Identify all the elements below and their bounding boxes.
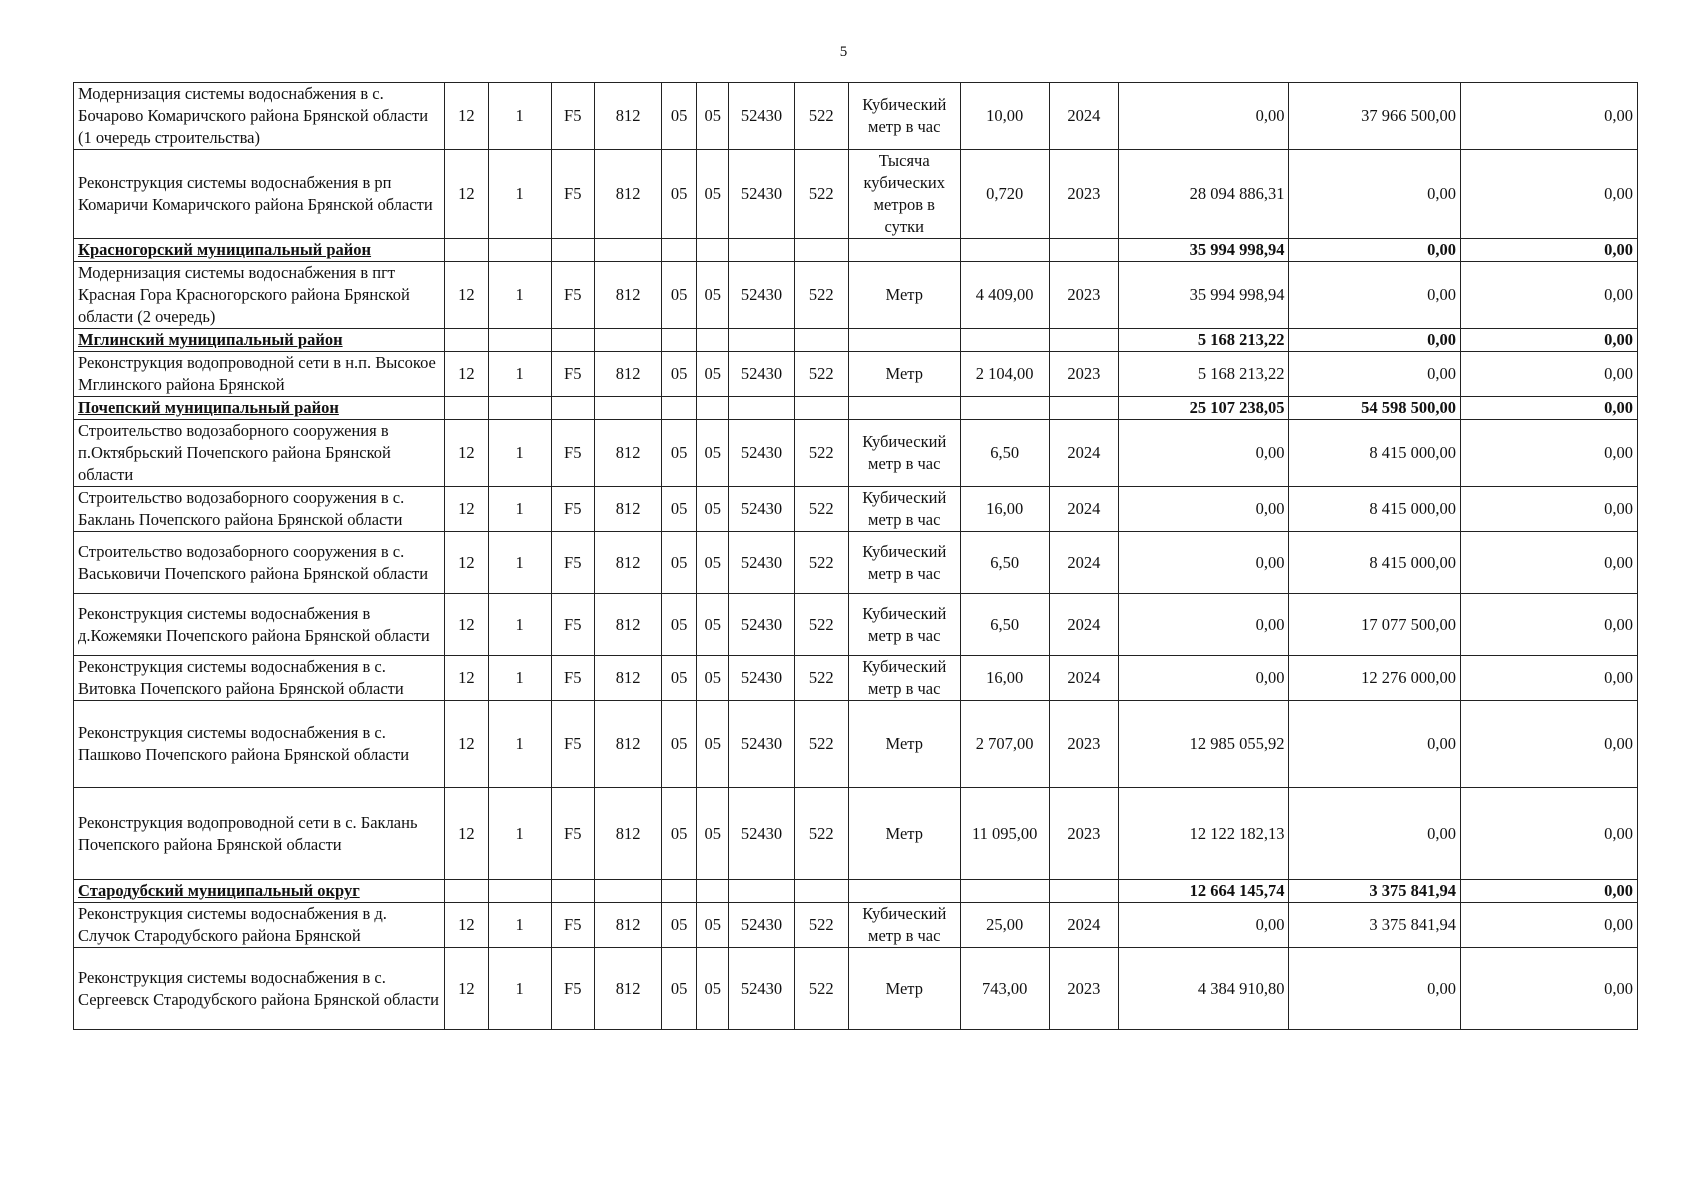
amount-3: 0,00 — [1460, 397, 1637, 420]
code-c7: 52430 — [729, 262, 794, 329]
code-c4: 812 — [594, 262, 661, 329]
code-c2: 1 — [488, 788, 551, 880]
code-c6: 05 — [696, 701, 729, 788]
capacity-value: 2 707,00 — [960, 701, 1049, 788]
amount-3: 0,00 — [1460, 903, 1637, 948]
year-value: 2024 — [1049, 420, 1118, 487]
empty-cell — [848, 397, 960, 420]
code-c5: 05 — [662, 352, 697, 397]
code-c1: 12 — [445, 150, 488, 239]
amount-1: 28 094 886,31 — [1119, 150, 1289, 239]
year-value: 2023 — [1049, 150, 1118, 239]
code-c3: F5 — [551, 903, 594, 948]
code-c3: F5 — [551, 352, 594, 397]
amount-3: 0,00 — [1460, 594, 1637, 656]
project-row — [74, 948, 1638, 1030]
capacity-value: 25,00 — [960, 903, 1049, 948]
unit-of-measure: Кубический метр в час — [848, 594, 960, 656]
code-c2: 1 — [488, 656, 551, 701]
code-c5: 05 — [662, 532, 697, 594]
empty-cell — [662, 397, 697, 420]
district-name: Мглинский муниципальный район — [74, 329, 445, 352]
project-name: Строительство водозаборного сооружения в с. Васьковичи Почепского района Брянской области — [74, 532, 445, 594]
code-c5: 05 — [662, 487, 697, 532]
project-name: Модернизация системы водоснабжения в с. Бочарово Комаричского района Брянской области (1 очередь строительства) — [74, 83, 445, 150]
code-c7: 52430 — [729, 420, 794, 487]
code-c2: 1 — [488, 532, 551, 594]
project-name: Реконструкция водопроводной сети в н.п. Высокое Мглинского района Брянской — [74, 352, 445, 397]
project-name: Реконструкция системы водоснабжения в с. Сергеевск Стародубского района Брянской области — [74, 948, 445, 1030]
empty-cell — [696, 397, 729, 420]
unit-of-measure: Кубический метр в час — [848, 83, 960, 150]
empty-cell — [551, 880, 594, 903]
code-c5: 05 — [662, 903, 697, 948]
code-c8: 522 — [794, 150, 848, 239]
code-c4: 812 — [594, 701, 661, 788]
amount-1: 5 168 213,22 — [1119, 352, 1289, 397]
code-c8: 522 — [794, 701, 848, 788]
code-c5: 05 — [662, 594, 697, 656]
amount-1: 12 985 055,92 — [1119, 701, 1289, 788]
code-c1: 12 — [445, 352, 488, 397]
district-name: Почепский муниципальный район — [74, 397, 445, 420]
project-row — [74, 352, 1638, 397]
amount-2: 0,00 — [1289, 948, 1460, 1030]
project-row — [74, 788, 1638, 880]
empty-cell — [960, 239, 1049, 262]
table-body — [74, 83, 1638, 1030]
capacity-value: 11 095,00 — [960, 788, 1049, 880]
empty-cell — [696, 880, 729, 903]
amount-1: 12 664 145,74 — [1119, 880, 1289, 903]
code-c2: 1 — [488, 420, 551, 487]
year-value: 2024 — [1049, 532, 1118, 594]
amount-1: 35 994 998,94 — [1119, 262, 1289, 329]
year-value: 2023 — [1049, 352, 1118, 397]
code-c5: 05 — [662, 701, 697, 788]
amount-2: 54 598 500,00 — [1289, 397, 1460, 420]
code-c2: 1 — [488, 948, 551, 1030]
amount-2: 37 966 500,00 — [1289, 83, 1460, 150]
code-c4: 812 — [594, 352, 661, 397]
district-name: Красногорский муниципальный район — [74, 239, 445, 262]
code-c7: 52430 — [729, 487, 794, 532]
amount-1: 25 107 238,05 — [1119, 397, 1289, 420]
empty-cell — [445, 880, 488, 903]
year-value: 2024 — [1049, 594, 1118, 656]
year-value: 2023 — [1049, 948, 1118, 1030]
empty-cell — [594, 239, 661, 262]
code-c3: F5 — [551, 788, 594, 880]
code-c7: 52430 — [729, 948, 794, 1030]
empty-cell — [960, 397, 1049, 420]
empty-cell — [551, 329, 594, 352]
amount-3: 0,00 — [1460, 83, 1637, 150]
empty-cell — [794, 239, 848, 262]
year-value: 2023 — [1049, 262, 1118, 329]
empty-cell — [488, 397, 551, 420]
unit-of-measure: Метр — [848, 262, 960, 329]
code-c1: 12 — [445, 262, 488, 329]
code-c6: 05 — [696, 83, 729, 150]
code-c8: 522 — [794, 487, 848, 532]
code-c2: 1 — [488, 701, 551, 788]
empty-cell — [1049, 880, 1118, 903]
capacity-value: 4 409,00 — [960, 262, 1049, 329]
amount-3: 0,00 — [1460, 262, 1637, 329]
code-c5: 05 — [662, 262, 697, 329]
code-c1: 12 — [445, 487, 488, 532]
code-c6: 05 — [696, 150, 729, 239]
amount-1: 0,00 — [1119, 487, 1289, 532]
code-c5: 05 — [662, 788, 697, 880]
project-name: Реконструкция водопроводной сети в с. Баклань Почепского района Брянской области — [74, 788, 445, 880]
empty-cell — [848, 880, 960, 903]
empty-cell — [551, 397, 594, 420]
empty-cell — [848, 239, 960, 262]
amount-3: 0,00 — [1460, 352, 1637, 397]
code-c2: 1 — [488, 903, 551, 948]
empty-cell — [729, 880, 794, 903]
code-c7: 52430 — [729, 532, 794, 594]
code-c6: 05 — [696, 487, 729, 532]
empty-cell — [729, 329, 794, 352]
project-name: Реконструкция системы водоснабжения в с. Пашково Почепского района Брянской области — [74, 701, 445, 788]
empty-cell — [488, 880, 551, 903]
budget-table — [73, 82, 1638, 1030]
code-c8: 522 — [794, 948, 848, 1030]
project-row — [74, 420, 1638, 487]
capacity-value: 743,00 — [960, 948, 1049, 1030]
capacity-value: 0,720 — [960, 150, 1049, 239]
unit-of-measure: Кубический метр в час — [848, 420, 960, 487]
project-name: Строительство водозаборного сооружения в п.Октябрьский Почепского района Брянской области — [74, 420, 445, 487]
code-c5: 05 — [662, 948, 697, 1030]
code-c5: 05 — [662, 83, 697, 150]
code-c3: F5 — [551, 948, 594, 1030]
project-row — [74, 83, 1638, 150]
district-row — [74, 397, 1638, 420]
project-name: Реконструкция системы водоснабжения в д. Случок Стародубского района Брянской — [74, 903, 445, 948]
empty-cell — [729, 239, 794, 262]
project-row — [74, 532, 1638, 594]
project-row — [74, 262, 1638, 329]
empty-cell — [445, 239, 488, 262]
project-row — [74, 150, 1638, 239]
amount-2: 8 415 000,00 — [1289, 420, 1460, 487]
year-value: 2024 — [1049, 656, 1118, 701]
amount-1: 4 384 910,80 — [1119, 948, 1289, 1030]
amount-2: 3 375 841,94 — [1289, 880, 1460, 903]
year-value: 2024 — [1049, 83, 1118, 150]
amount-1: 12 122 182,13 — [1119, 788, 1289, 880]
district-row — [74, 880, 1638, 903]
empty-cell — [696, 239, 729, 262]
code-c8: 522 — [794, 903, 848, 948]
empty-cell — [445, 397, 488, 420]
project-name: Строительство водозаборного сооружения в с. Баклань Почепского района Брянской области — [74, 487, 445, 532]
empty-cell — [594, 397, 661, 420]
empty-cell — [960, 880, 1049, 903]
amount-1: 5 168 213,22 — [1119, 329, 1289, 352]
project-row — [74, 701, 1638, 788]
code-c6: 05 — [696, 262, 729, 329]
project-row — [74, 656, 1638, 701]
empty-cell — [594, 880, 661, 903]
code-c4: 812 — [594, 948, 661, 1030]
amount-3: 0,00 — [1460, 487, 1637, 532]
code-c6: 05 — [696, 352, 729, 397]
unit-of-measure: Кубический метр в час — [848, 656, 960, 701]
code-c3: F5 — [551, 150, 594, 239]
code-c4: 812 — [594, 656, 661, 701]
amount-3: 0,00 — [1460, 420, 1637, 487]
amount-3: 0,00 — [1460, 656, 1637, 701]
capacity-value: 16,00 — [960, 487, 1049, 532]
amount-3: 0,00 — [1460, 788, 1637, 880]
code-c3: F5 — [551, 701, 594, 788]
code-c7: 52430 — [729, 150, 794, 239]
code-c6: 05 — [696, 656, 729, 701]
amount-3: 0,00 — [1460, 948, 1637, 1030]
project-row — [74, 594, 1638, 656]
code-c8: 522 — [794, 262, 848, 329]
code-c1: 12 — [445, 83, 488, 150]
empty-cell — [594, 329, 661, 352]
amount-1: 0,00 — [1119, 594, 1289, 656]
amount-1: 0,00 — [1119, 656, 1289, 701]
code-c2: 1 — [488, 83, 551, 150]
amount-2: 0,00 — [1289, 239, 1460, 262]
year-value: 2024 — [1049, 903, 1118, 948]
code-c7: 52430 — [729, 594, 794, 656]
code-c8: 522 — [794, 594, 848, 656]
amount-3: 0,00 — [1460, 329, 1637, 352]
code-c3: F5 — [551, 532, 594, 594]
code-c4: 812 — [594, 594, 661, 656]
code-c3: F5 — [551, 656, 594, 701]
page-number: 5 — [839, 44, 848, 60]
code-c7: 52430 — [729, 903, 794, 948]
amount-1: 0,00 — [1119, 83, 1289, 150]
code-c3: F5 — [551, 420, 594, 487]
code-c4: 812 — [594, 83, 661, 150]
code-c4: 812 — [594, 487, 661, 532]
amount-2: 0,00 — [1289, 352, 1460, 397]
empty-cell — [1049, 329, 1118, 352]
amount-2: 0,00 — [1289, 262, 1460, 329]
amount-2: 17 077 500,00 — [1289, 594, 1460, 656]
code-c3: F5 — [551, 594, 594, 656]
capacity-value: 16,00 — [960, 656, 1049, 701]
code-c5: 05 — [662, 150, 697, 239]
code-c4: 812 — [594, 150, 661, 239]
code-c4: 812 — [594, 532, 661, 594]
code-c1: 12 — [445, 532, 488, 594]
code-c1: 12 — [445, 903, 488, 948]
code-c7: 52430 — [729, 352, 794, 397]
district-row — [74, 329, 1638, 352]
amount-3: 0,00 — [1460, 532, 1637, 594]
amount-2: 3 375 841,94 — [1289, 903, 1460, 948]
code-c5: 05 — [662, 420, 697, 487]
empty-cell — [794, 329, 848, 352]
code-c3: F5 — [551, 262, 594, 329]
code-c7: 52430 — [729, 701, 794, 788]
code-c1: 12 — [445, 594, 488, 656]
empty-cell — [696, 329, 729, 352]
code-c6: 05 — [696, 948, 729, 1030]
empty-cell — [662, 880, 697, 903]
amount-1: 35 994 998,94 — [1119, 239, 1289, 262]
amount-3: 0,00 — [1460, 701, 1637, 788]
code-c5: 05 — [662, 656, 697, 701]
unit-of-measure: Метр — [848, 948, 960, 1030]
amount-2: 12 276 000,00 — [1289, 656, 1460, 701]
code-c6: 05 — [696, 532, 729, 594]
unit-of-measure: Кубический метр в час — [848, 487, 960, 532]
amount-2: 0,00 — [1289, 701, 1460, 788]
code-c1: 12 — [445, 948, 488, 1030]
empty-cell — [445, 329, 488, 352]
capacity-value: 6,50 — [960, 420, 1049, 487]
empty-cell — [662, 239, 697, 262]
code-c4: 812 — [594, 788, 661, 880]
amount-1: 0,00 — [1119, 532, 1289, 594]
code-c1: 12 — [445, 701, 488, 788]
empty-cell — [488, 239, 551, 262]
unit-of-measure: Метр — [848, 701, 960, 788]
amount-3: 0,00 — [1460, 880, 1637, 903]
amount-2: 8 415 000,00 — [1289, 487, 1460, 532]
amount-1: 0,00 — [1119, 903, 1289, 948]
code-c8: 522 — [794, 83, 848, 150]
code-c8: 522 — [794, 420, 848, 487]
year-value: 2023 — [1049, 788, 1118, 880]
code-c2: 1 — [488, 150, 551, 239]
project-row — [74, 487, 1638, 532]
empty-cell — [729, 397, 794, 420]
empty-cell — [488, 329, 551, 352]
amount-1: 0,00 — [1119, 420, 1289, 487]
code-c8: 522 — [794, 532, 848, 594]
amount-2: 0,00 — [1289, 788, 1460, 880]
code-c6: 05 — [696, 903, 729, 948]
code-c1: 12 — [445, 420, 488, 487]
amount-2: 0,00 — [1289, 150, 1460, 239]
unit-of-measure: Кубический метр в час — [848, 903, 960, 948]
code-c8: 522 — [794, 352, 848, 397]
code-c6: 05 — [696, 788, 729, 880]
code-c8: 522 — [794, 788, 848, 880]
empty-cell — [794, 397, 848, 420]
empty-cell — [1049, 397, 1118, 420]
unit-of-measure: Метр — [848, 352, 960, 397]
project-row — [74, 903, 1638, 948]
code-c1: 12 — [445, 788, 488, 880]
code-c2: 1 — [488, 262, 551, 329]
amount-2: 0,00 — [1289, 329, 1460, 352]
code-c6: 05 — [696, 420, 729, 487]
empty-cell — [662, 329, 697, 352]
code-c6: 05 — [696, 594, 729, 656]
code-c3: F5 — [551, 83, 594, 150]
year-value: 2024 — [1049, 487, 1118, 532]
unit-of-measure: Метр — [848, 788, 960, 880]
code-c2: 1 — [488, 352, 551, 397]
code-c3: F5 — [551, 487, 594, 532]
code-c7: 52430 — [729, 83, 794, 150]
district-row — [74, 239, 1638, 262]
code-c4: 812 — [594, 420, 661, 487]
amount-2: 8 415 000,00 — [1289, 532, 1460, 594]
project-name: Реконструкция системы водоснабжения в д.Кожемяки Почепского района Брянской области — [74, 594, 445, 656]
project-name: Реконструкция системы водоснабжения в рп Комаричи Комаричского района Брянской области — [74, 150, 445, 239]
code-c7: 52430 — [729, 656, 794, 701]
code-c4: 812 — [594, 903, 661, 948]
code-c2: 1 — [488, 594, 551, 656]
empty-cell — [848, 329, 960, 352]
empty-cell — [551, 239, 594, 262]
year-value: 2023 — [1049, 701, 1118, 788]
code-c8: 522 — [794, 656, 848, 701]
empty-cell — [794, 880, 848, 903]
amount-3: 0,00 — [1460, 239, 1637, 262]
code-c1: 12 — [445, 656, 488, 701]
code-c7: 52430 — [729, 788, 794, 880]
project-name: Реконструкция системы водоснабжения в с. Витовка Почепского района Брянской области — [74, 656, 445, 701]
project-name: Модернизация системы водоснабжения в пгт Красная Гора Красногорского района Брянской области (2 очередь) — [74, 262, 445, 329]
unit-of-measure: Тысяча кубических метров в сутки — [848, 150, 960, 239]
capacity-value: 2 104,00 — [960, 352, 1049, 397]
capacity-value: 10,00 — [960, 83, 1049, 150]
capacity-value: 6,50 — [960, 532, 1049, 594]
amount-3: 0,00 — [1460, 150, 1637, 239]
capacity-value: 6,50 — [960, 594, 1049, 656]
code-c2: 1 — [488, 487, 551, 532]
unit-of-measure: Кубический метр в час — [848, 532, 960, 594]
empty-cell — [960, 329, 1049, 352]
empty-cell — [1049, 239, 1118, 262]
district-name: Стародубский муниципальный округ — [74, 880, 445, 903]
